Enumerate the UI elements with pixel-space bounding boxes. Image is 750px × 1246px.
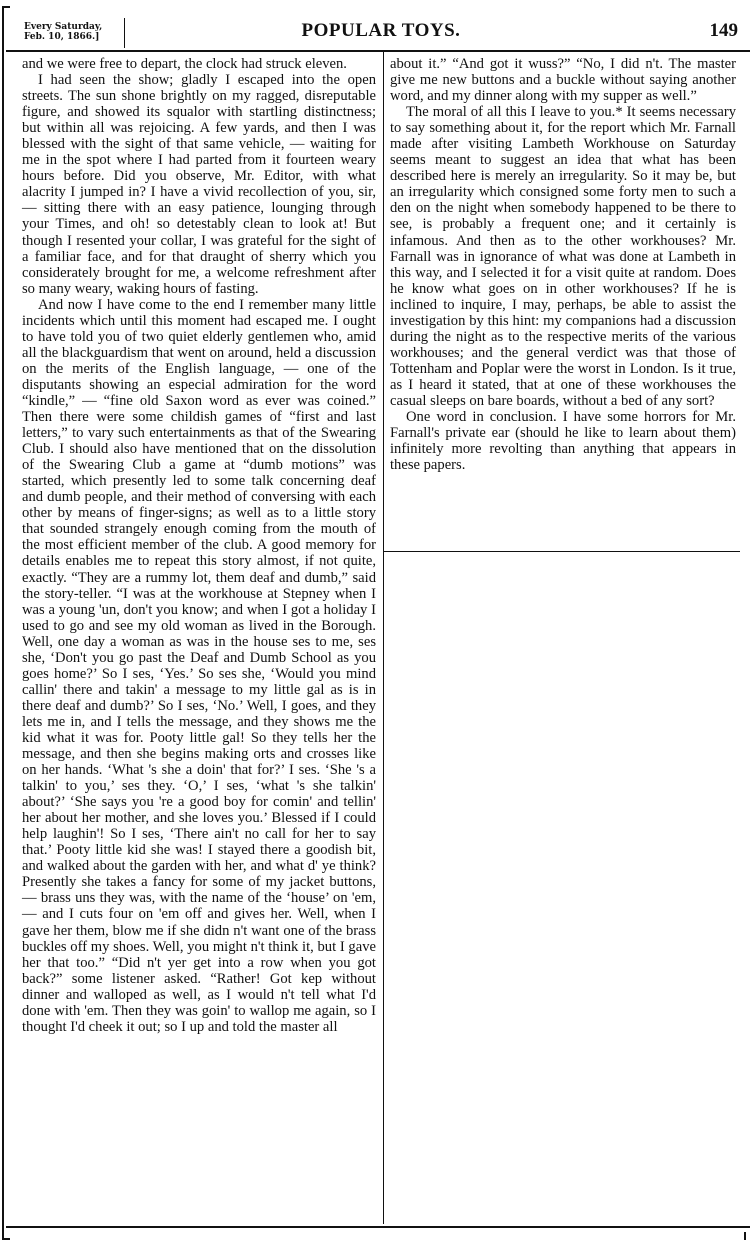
left-border-top-cap	[2, 6, 10, 20]
paragraph: I had seen the show; gladly I escaped into the open streets. The sun shone brightly on my ragged, disreputable figure, and showed its squalor with startling distinctness; but within all was rejoicing. A few yards, and then I was blessed with the sight of that same vehicle, — waiting for me in the spot where I had parted from it fourteen weary hours before. Did you observe, Mr. Editor, with what alacrity I jumped in? I have a vivid recollection of you, sir, — sitting there with an easy patience, lounging through your Times, and oh! so detestably clean to look at! But though I resented your collar, I was grateful for the sight of a familiar face, and for that draught of sherry which you considerately brought for me, a welcome refreshment after so many weary, waking hours of fasting.	[22, 72, 376, 297]
page-header	[24, 18, 738, 48]
left-column	[22, 56, 376, 1035]
paragraph: One word in conclusion. I have some horrors for Mr. Farnall's private ear (should he like to learn about them) infinitely more revolting than anything that appears in these papers.	[390, 409, 736, 474]
page-number: 149	[709, 20, 738, 41]
right-column	[390, 56, 736, 473]
column-divider	[383, 52, 384, 1224]
footer-rule	[6, 1226, 750, 1228]
left-border-bottom-cap	[2, 1226, 10, 1240]
right-border-cap	[734, 1232, 746, 1240]
article-end-rule	[384, 551, 740, 552]
running-title: POPULAR TOYS.	[301, 20, 461, 41]
paragraph: And now I have come to the end I remember many little incidents which until this moment had escaped me. I ought to have told you of two quiet elderly gentlemen who, amid all the blackguardism that went on around, held a discussion on the merits of the English language, — one of the disputants showing an especial admiration for the word “kindle,” — “fine old Saxon word as ever was coined.” Then there were some childish games of “first and last letters,” to vary such entertainments as that of the Swearing Club. I should also have mentioned that on the dissolution of the Swearing Club a game at “dumb motions” was started, which presently led to some talk concerning deaf and dumb people, and their method of conversing with each other by means of finger-signs; as well as to a little story that sounded strangely enough coming from the mouth of the most efficient member of the club. A good memory for details enables me to repeat this story almost, if not quite, exactly. “They are a rummy lot, them deaf and dumb,” said the story-teller. “I was at the workhouse at Stepney when I was a young 'un, don't you know; and when I got a holiday I used to go and see my old woman as lived in the Borough. Well, one day a woman as was in the house ses to me, ses she, ‘Don't you go past the Deaf and Dumb School as you goes home?’ So I ses, ‘Yes.’ So ses she, ‘Would you mind callin' there and takin' a message to my little gal as is in there deaf and dumb?’ So I ses, ‘No.’ Well, I goes, and they lets me in, and I tells the message, and they shows me the kid what it was for. Pooty little gal! So they tells her the message, and then she begins making orts and crosses like on her hands. ‘What 's she a doin' that for?’ I ses. ‘She 's a talkin' to you,’ ses they. ‘O,’ I ses, ‘what 's she talkin' about?’ ‘She says you 're a good boy for comin' and tellin' her about her mother, and she loves you.’ Blessed if I could help laughin'! So I ses, ‘There ain't no call for her to say that.’ Pooty little kid she was! I stayed there a goodish bit, and walked about the garden with her, and what d' ye think? Presently she takes a fancy for some of my jacket buttons, — brass uns they was, with the name of the ‘house’ on 'em, — and I cuts four on 'em off and gives her. Well, when I gave her them, blow me if she didn n't want one of the brass buckles off my shoes. Well, you might n't think it, but I gave her that too.” “Did n't yer get into a row when you got back?” some listener asked. “Rather! Got kep without dinner and walloped as well, as I would n't tell what I'd done with 'em. Then they was goin' to wallop me again, so I thought I'd cheek it out; so I up and told the master all	[22, 296, 376, 1035]
issue-line-2: Feb. 10, 1866.]	[24, 32, 100, 42]
paragraph: about it.” “And got it wuss?” “No, I did n't. The master give me new buttons and a buckle without saying another word, and my dinner along with my supper as well.”	[390, 56, 736, 105]
paragraph: and we were free to depart, the clock had struck eleven.	[22, 56, 347, 72]
issue-line-1: Every Saturday,	[24, 22, 103, 32]
paragraph: The moral of all this I leave to you.* It seems necessary to say something about it, for the report which Mr. Farnall made after visiting Lambeth Workhouse on Saturday seems meant to suggest an idea that what has been described here is merely an irregularity. So it may be, but an irregularity which consigned some forty men to such a den on the night when somebody happened to be there to see, is probably a frequent one; and it certainly is infamous. And then as to the other workhouses? Mr. Farnall was in ignorance of what was done at Lambeth in this way, and I selected it for a visit quite at random. Does he know what goes on in other workhouses? If he is inclined to inquire, I may, perhaps, be able to assist the investigation by this hint: my companions had a discussion during the night as to the respective merits of the various workhouses; and the general verdict was that those of Tottenham and Poplar were the worst in London. Is it true, as I heard it stated, that at one of these workhouses the casual sleeps on bare boards, without a bed of any sort?	[390, 104, 736, 409]
left-border	[2, 6, 9, 1238]
header-rule	[6, 50, 750, 52]
